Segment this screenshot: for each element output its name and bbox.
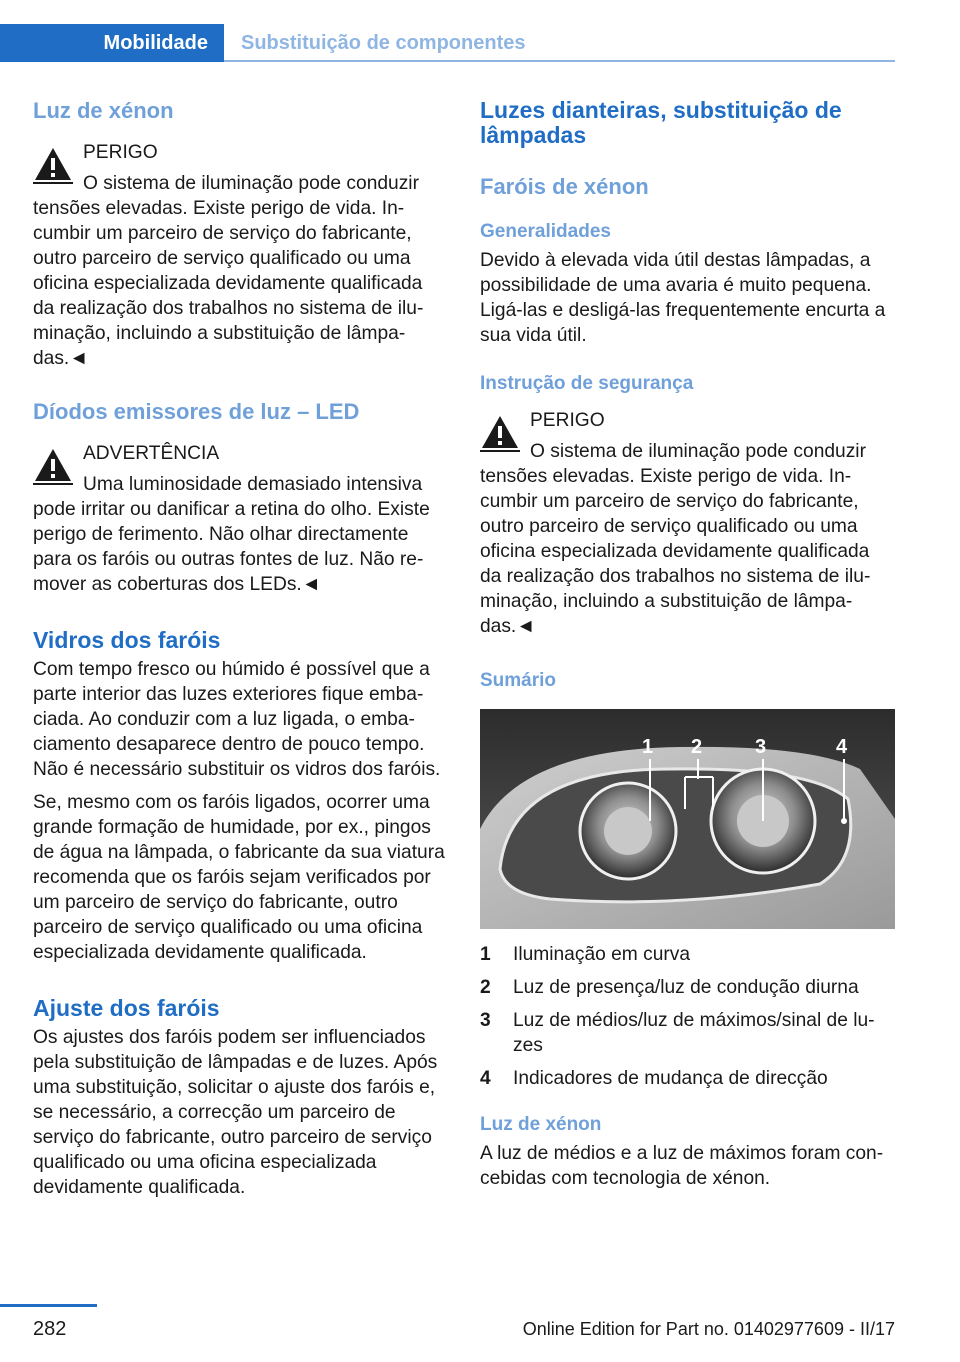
headlight-photo [480,709,895,929]
subsection-tab[interactable]: Substituição de componentes [241,32,526,54]
adjust-heading: Ajuste dos faróis [33,995,220,1021]
warning-label: PERIGO [83,142,158,163]
legend-number: 1 [480,944,491,965]
xenon-heading: Luz de xénon [33,98,174,123]
warning-text: Uma luminosidade demasiado intensiva pode irritar ou danificar a retina do olho. Existe perigo de ferimento. Não olhar directamente para os faróis ou outras fontes de luz. Não remover as coberturas dos LEDs.◄ [33,474,430,595]
glass-heading: Vidros dos faróis [33,627,221,653]
led-heading: Díodos emissores de luz – LED [33,399,360,424]
callout-4: 4 [836,736,848,758]
right-column [480,98,895,1191]
page-number: 282 [33,1318,67,1340]
legend-number: 2 [480,977,491,998]
left-column [33,98,448,1200]
xenon-light-heading: Luz de xénon [480,1114,602,1135]
section-tab[interactable]: Mobilidade [0,24,224,62]
callout-2: 2 [691,736,703,758]
legend-text: Luz de médios/luz de máximos/sinal de luzes [513,1010,875,1056]
warning-label: PERIGO [530,410,605,431]
glass-paragraph-1: Com tempo fresco ou húmido é possível que a parte interior das luzes exteriores fique embaciada. Ao conduzir com a luz ligada, o embaciamento desaparece dentro de pouco tempo. Não é necessário substituir os vidros dos faróis. [33,659,441,780]
edition-text: Online Edition for Part no. 01402977609 - II/17 [522,1319,895,1339]
legend-number: 3 [480,1010,491,1031]
page-header [0,0,895,64]
warning-triangle-icon [33,447,73,485]
legend-number: 4 [480,1068,491,1089]
xenon-headlights-heading: Faróis de xénon [480,174,649,199]
legend-item [480,1066,895,1091]
warning-text: O sistema de iluminação pode conduzir tensões elevadas. Existe perigo de vida. Incumbir um parceiro de serviço do fabricante, outro parceiro de serviço qualificado ou uma oficina especializada devidamente qualificada da realização dos trabalhos no sistema de iluminação, incluindo a substituição de lâmpadas.◄ [33,173,424,369]
callout-3: 3 [755,736,767,758]
xenon-warning [33,140,448,371]
general-heading: Generalidades [480,221,611,242]
callout-1: 1 [642,736,654,758]
legend-item [480,975,895,1000]
header-divider [224,60,895,62]
safety-warning [480,408,895,639]
xenon-light-paragraph: A luz de médios e a luz de máximos foram concebidas com tecnologia de xénon. [480,1143,884,1189]
main-heading: Luzes dianteiras, substituição de lâmpadas [480,97,842,148]
legend-text: Iluminação em curva [513,944,691,965]
safety-heading: Instrução de segurança [480,373,694,394]
warning-label: ADVERTÊNCIA [83,443,220,464]
warning-triangle-icon [33,146,73,184]
adjust-paragraph: Os ajustes dos faróis podem ser influenciados pela substituição de lâmpadas e de luzes. Após uma substituição, solicitar o ajuste dos faróis e, se necessário, a correcção um parceiro de serviço do fabricante, outro parceiro de serviço qualificado ou uma oficina especializada devidamente qualificada. [33,1027,438,1198]
warning-triangle-icon [480,414,520,452]
glass-paragraph-2: Se, mesmo com os faróis ligados, ocorrer uma grande formação de humidade, por ex., pingos de água na lâmpada, o fabricante da sua viatura recomenda que os faróis sejam verificados por um parceiro de serviço do fabricante, outro parceiro de serviço qualificado ou uma oficina especializada devidamente qualificada. [33,792,445,963]
legend-text: Indicadores de mudança de direcção [513,1068,828,1089]
legend-item [480,1008,895,1058]
warning-text: O sistema de iluminação pode conduzir tensões elevadas. Existe perigo de vida. Incumbir um parceiro de serviço do fabricante, outro parceiro de serviço qualificado ou uma oficina especializada devidamente qualificada da realização dos trabalhos no sistema de iluminação, incluindo a substituição de lâmpadas.◄ [480,441,871,637]
general-paragraph: Devido à elevada vida útil destas lâmpadas, a possibilidade de uma avaria é muito pequena. Ligá-las e desligá-las frequentemente encurta a sua vida útil. [480,250,886,346]
photo-legend [480,942,895,1091]
led-warning [33,441,448,597]
summary-heading: Sumário [480,670,557,691]
legend-text: Luz de presença/luz de condução diurna [513,977,859,998]
headlight-illustration [480,709,895,929]
footer-divider [0,1304,97,1307]
legend-item [480,942,895,967]
